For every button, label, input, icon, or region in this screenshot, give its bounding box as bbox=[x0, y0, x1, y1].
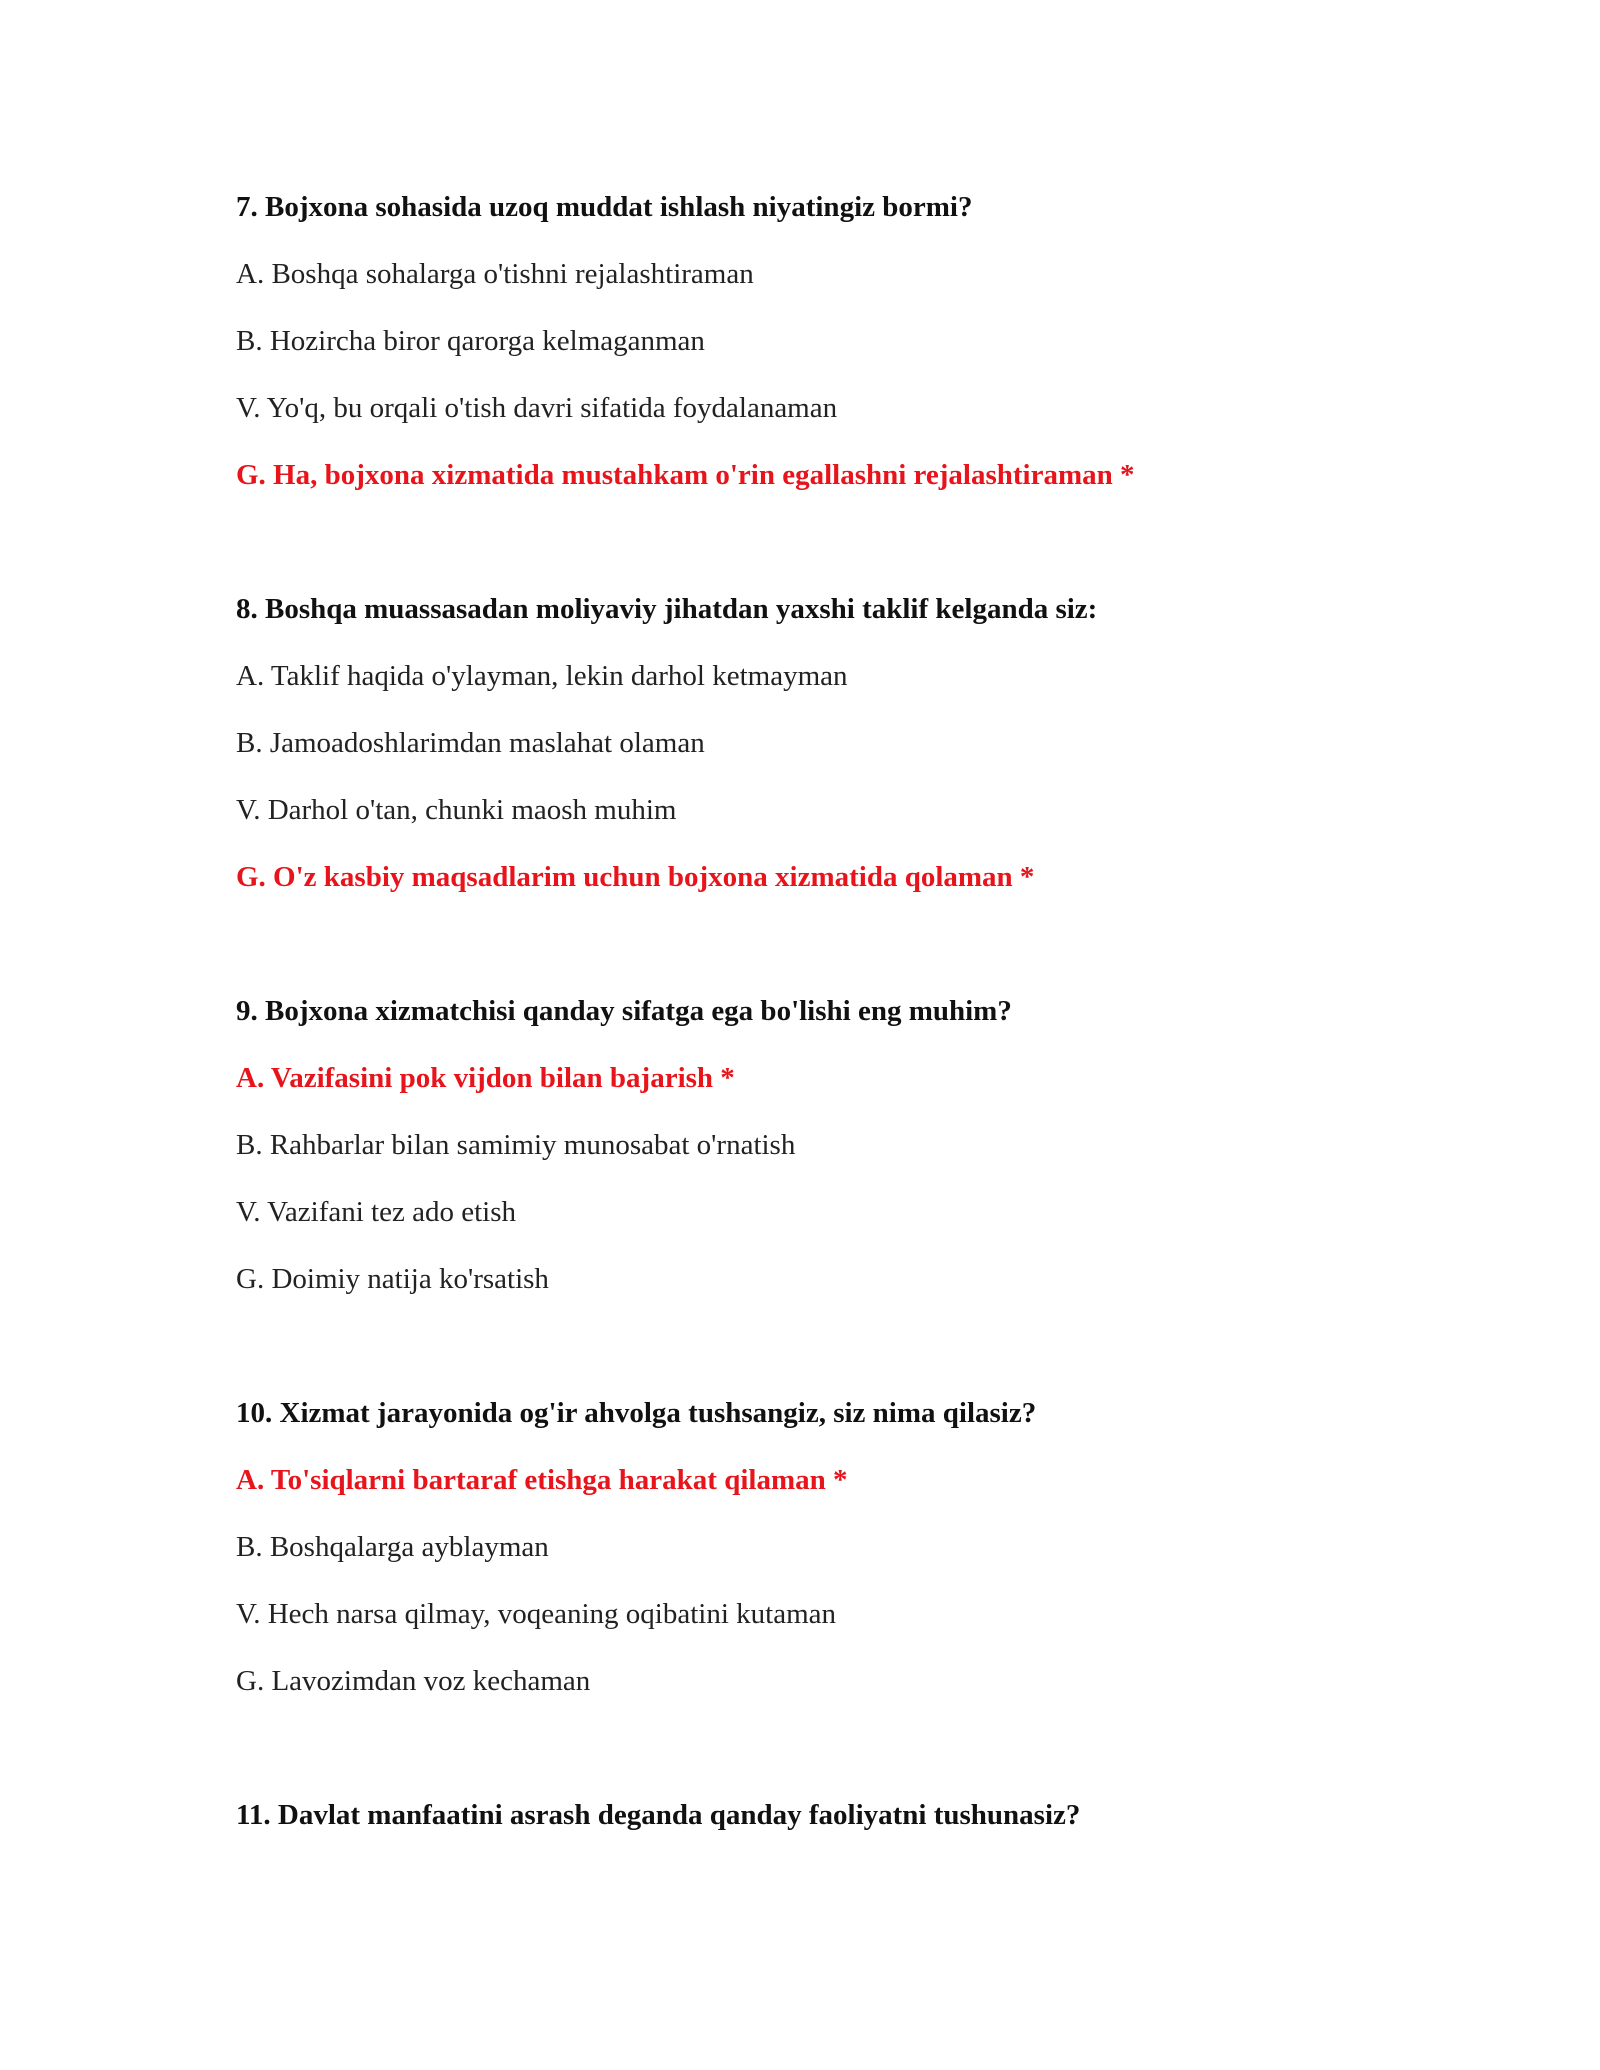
question-10-option-v: V. Hech narsa qilmay, voqeaning oqibatini kutaman bbox=[236, 1598, 836, 1630]
question-7-option-b: B. Hozircha biror qarorga kelmaganman bbox=[236, 325, 705, 357]
question-10-option-b: B. Boshqalarga ayblayman bbox=[236, 1531, 549, 1563]
question-9-option-g: G. Doimiy natija ko'rsatish bbox=[236, 1263, 549, 1295]
question-11: 11. Davlat manfaatini asrash deganda qanday faoliyatni tushunasiz? bbox=[236, 1799, 1081, 1831]
question-9-option-b: B. Rahbarlar bilan samimiy munosabat o'rnatish bbox=[236, 1129, 796, 1161]
question-8-option-b: B. Jamoadoshlarimdan maslahat olaman bbox=[236, 727, 705, 759]
question-9: 9. Bojxona xizmatchisi qanday sifatga ega bo'lishi eng muhim? bbox=[236, 995, 1012, 1027]
question-10: 10. Xizmat jarayonida og'ir ahvolga tushsangiz, siz nima qilasiz? bbox=[236, 1397, 1037, 1429]
question-7-option-g: G. Ha, bojxona xizmatida mustahkam o'rin egallashni rejalashtiraman * bbox=[236, 459, 1135, 491]
question-8: 8. Boshqa muassasadan moliyaviy jihatdan yaxshi taklif kelganda siz: bbox=[236, 593, 1098, 625]
question-9-option-a: A. Vazifasini pok vijdon bilan bajarish * bbox=[236, 1062, 735, 1094]
question-8-option-g: G. O'z kasbiy maqsadlarim uchun bojxona xizmatida qolaman * bbox=[236, 861, 1035, 893]
question-8-option-v: V. Darhol o'tan, chunki maosh muhim bbox=[236, 794, 677, 826]
question-7-option-v: V. Yo'q, bu orqali o'tish davri sifatida foydalanaman bbox=[236, 392, 838, 424]
question-10-option-a: A. To'siqlarni bartaraf etishga harakat qilaman * bbox=[236, 1464, 848, 1496]
question-7: 7. Bojxona sohasida uzoq muddat ishlash niyatingiz bormi? bbox=[236, 191, 973, 223]
question-9-option-v: V. Vazifani tez ado etish bbox=[236, 1196, 516, 1228]
question-7-option-a: A. Boshqa sohalarga o'tishni rejalashtiraman bbox=[236, 258, 754, 290]
question-10-option-g: G. Lavozimdan voz kechaman bbox=[236, 1665, 591, 1697]
question-8-option-a: A. Taklif haqida o'ylayman, lekin darhol ketmayman bbox=[236, 660, 848, 692]
